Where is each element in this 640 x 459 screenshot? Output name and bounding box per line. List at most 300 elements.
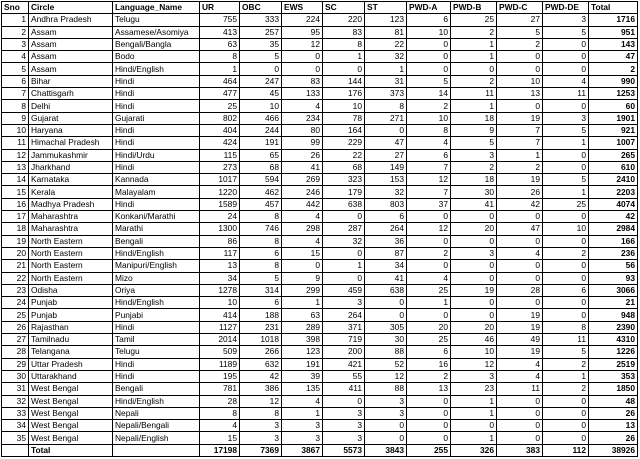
table-row (2, 124, 638, 136)
table-cell: 8 (240, 211, 282, 223)
table-cell: 8 (543, 321, 589, 333)
table-cell: 386 (240, 383, 282, 395)
table-cell: Bengali/Bangla (113, 38, 200, 50)
table-cell: 25 (2, 309, 29, 321)
table-cell: 3 (543, 112, 589, 124)
table-cell: 15 (282, 247, 323, 259)
table-cell: 234 (282, 112, 323, 124)
table-cell: 0 (543, 432, 589, 444)
table-cell: Marathi (113, 223, 200, 235)
table-cell: 6 (240, 247, 282, 259)
table-cell: Assam (29, 38, 113, 50)
table-cell: 41 (451, 198, 497, 210)
table-cell: 0 (497, 260, 543, 272)
table-cell: 0 (543, 395, 589, 407)
table-cell: 2014 (200, 334, 240, 346)
table-cell: 25 (543, 198, 589, 210)
table-cell: 459 (323, 284, 365, 296)
table-cell: 31 (365, 75, 407, 87)
table-cell: 68 (323, 161, 365, 173)
table-cell: 8 (2, 100, 29, 112)
table-cell: 3 (240, 420, 282, 432)
table-cell: 28 (497, 284, 543, 296)
table-row (2, 334, 638, 346)
table-cell: Oriya (113, 284, 200, 296)
table-cell: 594 (240, 174, 282, 186)
table-row (2, 38, 638, 50)
table-cell: 255 (407, 444, 451, 456)
table-cell: 383 (497, 444, 543, 456)
table-cell: 0 (451, 260, 497, 272)
table-cell: 27 (2, 334, 29, 346)
vacancy-table (1, 1, 638, 457)
table-cell: 314 (240, 284, 282, 296)
table-cell: 32 (323, 235, 365, 247)
table-cell: 7 (2, 88, 29, 100)
table-cell: 135 (282, 383, 323, 395)
table-cell: 38926 (589, 444, 638, 456)
table-cell: 17198 (200, 444, 240, 456)
table-cell: Assam (29, 63, 113, 75)
table-cell: 2203 (589, 186, 638, 198)
table-cell: 164 (323, 124, 365, 136)
table-cell: 638 (365, 284, 407, 296)
table-cell: 60 (589, 100, 638, 112)
table-cell: 0 (451, 420, 497, 432)
table-row (2, 211, 638, 223)
table-cell: Telugu (113, 346, 200, 358)
table-cell: North Eastern (29, 247, 113, 259)
table-cell: 4310 (589, 334, 638, 346)
table-cell: 1220 (200, 186, 240, 198)
table-cell: 373 (365, 88, 407, 100)
table-cell: 0 (451, 309, 497, 321)
table-cell: 144 (323, 75, 365, 87)
table-cell: Hindi (113, 137, 200, 149)
table-cell: 0 (407, 63, 451, 75)
table-cell: Nepali/English (113, 432, 200, 444)
table-cell: 413 (200, 26, 240, 38)
table-cell: 3 (323, 420, 365, 432)
table-cell: 13 (2, 161, 29, 173)
table-cell: 1 (282, 407, 323, 419)
table-cell: 88 (365, 383, 407, 395)
table-cell: 9 (2, 112, 29, 124)
table-cell: 63 (200, 38, 240, 50)
table-cell: 8 (323, 38, 365, 50)
table-cell: Hindi/Urdu (113, 149, 200, 161)
table-cell: 1253 (589, 88, 638, 100)
table-cell (2, 444, 29, 456)
table-cell: 462 (240, 186, 282, 198)
table-cell: 442 (282, 198, 323, 210)
table-cell: 4 (2, 51, 29, 63)
table-row (2, 420, 638, 432)
table-cell: 0 (543, 161, 589, 173)
table-cell: 0 (497, 420, 543, 432)
table-row (2, 407, 638, 419)
table-cell: 12 (365, 370, 407, 382)
table-cell: 32 (365, 186, 407, 198)
table-cell: 3 (323, 407, 365, 419)
table-cell: Hindi (113, 358, 200, 370)
table-cell: 990 (589, 75, 638, 87)
table-cell: Bengali (113, 383, 200, 395)
table-cell: Maharashtra (29, 223, 113, 235)
column-header: Language_Name (113, 2, 200, 14)
table-cell: 1901 (589, 112, 638, 124)
table-cell: 21 (589, 297, 638, 309)
table-cell: 5 (543, 174, 589, 186)
table-cell: Konkani/Marathi (113, 211, 200, 223)
column-header: UR (200, 2, 240, 14)
table-cell: 3 (451, 149, 497, 161)
table-cell: 12 (240, 395, 282, 407)
table-cell: 0 (407, 235, 451, 247)
table-cell: 7369 (240, 444, 282, 456)
table-cell: 0 (497, 272, 543, 284)
table-cell: 27 (497, 14, 543, 26)
table-cell: 32 (365, 51, 407, 63)
table-cell: 5 (451, 137, 497, 149)
column-header: PWD-A (407, 2, 451, 14)
table-cell: 6 (240, 297, 282, 309)
table-cell: West Bengal (29, 383, 113, 395)
table-cell: 0 (365, 309, 407, 321)
table-cell: 22 (323, 149, 365, 161)
table-cell: 3 (282, 432, 323, 444)
table-cell: 10 (407, 26, 451, 38)
table-cell: 1 (323, 260, 365, 272)
table-cell: 88 (365, 346, 407, 358)
table-cell: 457 (240, 198, 282, 210)
table-row (2, 26, 638, 38)
table-cell: 83 (282, 75, 323, 87)
table-cell: 22 (365, 38, 407, 50)
table-cell: 0 (407, 407, 451, 419)
table-cell: 0 (365, 432, 407, 444)
table-cell: 166 (589, 235, 638, 247)
table-cell: 1226 (589, 346, 638, 358)
table-cell: 7 (497, 124, 543, 136)
column-header: PWD-DE (543, 2, 589, 14)
table-cell: 78 (323, 112, 365, 124)
table-cell: 477 (200, 88, 240, 100)
table-row (2, 112, 638, 124)
table-cell: 0 (407, 211, 451, 223)
table-row (2, 198, 638, 210)
table-cell: 746 (240, 223, 282, 235)
table-cell: 26 (282, 149, 323, 161)
table-cell: 0 (497, 407, 543, 419)
table-cell: 229 (323, 137, 365, 149)
table-cell: 20 (2, 247, 29, 259)
table-cell: 42 (589, 211, 638, 223)
table-cell: 42 (240, 370, 282, 382)
table-cell: 2 (451, 75, 497, 87)
table-cell: 37 (407, 198, 451, 210)
table-cell: 1 (543, 137, 589, 149)
table-cell: 4074 (589, 198, 638, 210)
table-cell: 4 (282, 211, 323, 223)
table-cell: 25 (407, 334, 451, 346)
table-cell: 55 (323, 370, 365, 382)
table-cell: 0 (365, 297, 407, 309)
table-cell: 195 (200, 370, 240, 382)
table-cell: 371 (323, 321, 365, 333)
table-cell: 0 (282, 63, 323, 75)
table-cell: 1850 (589, 383, 638, 395)
table-row (2, 223, 638, 235)
table-cell: 404 (200, 124, 240, 136)
table-cell: 15 (2, 186, 29, 198)
table-cell: 781 (200, 383, 240, 395)
table-cell: 19 (451, 284, 497, 296)
table-cell: Hindi (113, 75, 200, 87)
table-cell: 1 (543, 186, 589, 198)
table-cell: Hindi/English (113, 395, 200, 407)
table-cell: Kannada (113, 174, 200, 186)
table-cell: 265 (589, 149, 638, 161)
table-cell: 0 (543, 235, 589, 247)
table-cell: Kerala (29, 186, 113, 198)
table-cell: 5 (240, 272, 282, 284)
table-cell: 4 (497, 370, 543, 382)
table-cell: 3867 (282, 444, 323, 456)
table-cell: 30 (451, 186, 497, 198)
table-cell: 9 (451, 124, 497, 136)
table-cell: 273 (200, 161, 240, 173)
table-cell: Jharkhand (29, 161, 113, 173)
table-cell: 0 (543, 51, 589, 63)
table-cell: 86 (200, 235, 240, 247)
table-cell: 153 (365, 174, 407, 186)
table-cell: 2984 (589, 223, 638, 235)
table-cell: 1 (451, 38, 497, 50)
table-cell: 2410 (589, 174, 638, 186)
table-cell: 948 (589, 309, 638, 321)
table-cell: 0 (365, 124, 407, 136)
table-cell: 802 (200, 112, 240, 124)
table-cell: 464 (200, 75, 240, 87)
column-header: ST (365, 2, 407, 14)
table-cell: Manipuri/English (113, 260, 200, 272)
table-cell: 1300 (200, 223, 240, 235)
table-cell: Hindi (113, 88, 200, 100)
table-cell: 191 (240, 137, 282, 149)
table-cell: 4 (282, 395, 323, 407)
table-cell: 5 (2, 63, 29, 75)
table-cell: 298 (282, 223, 323, 235)
table-cell: 133 (282, 88, 323, 100)
table-cell: 0 (451, 63, 497, 75)
table-cell: 1 (323, 51, 365, 63)
table-cell: 4 (282, 235, 323, 247)
column-header: Circle (29, 2, 113, 14)
table-row (2, 186, 638, 198)
table-cell: 0 (497, 297, 543, 309)
table-cell: 0 (543, 63, 589, 75)
table-cell: 2 (543, 383, 589, 395)
table-cell: 36 (365, 235, 407, 247)
table-cell: 719 (323, 334, 365, 346)
table-cell: 755 (200, 14, 240, 26)
table-cell: 1 (2, 14, 29, 26)
table-cell: 0 (323, 272, 365, 284)
table-cell: Gujarati (113, 112, 200, 124)
column-header: PWD-B (451, 2, 497, 14)
table-cell: 0 (282, 260, 323, 272)
table-cell: 2 (589, 63, 638, 75)
table-cell: 3 (323, 297, 365, 309)
table-row (2, 88, 638, 100)
table-cell: 39 (282, 370, 323, 382)
table-cell: 26 (589, 407, 638, 419)
table-cell: 1018 (240, 334, 282, 346)
table-cell: 7 (407, 161, 451, 173)
table-cell: North Eastern (29, 272, 113, 284)
table-cell: 632 (240, 358, 282, 370)
table-cell: 34 (200, 272, 240, 284)
table-cell: 10 (240, 100, 282, 112)
table-cell: 5 (240, 51, 282, 63)
table-cell: West Bengal (29, 407, 113, 419)
table-row (2, 383, 638, 395)
table-cell: 80 (282, 124, 323, 136)
table-row (2, 149, 638, 161)
table-cell: 1 (365, 63, 407, 75)
column-header: OBC (240, 2, 282, 14)
table-cell: 3 (451, 247, 497, 259)
table-row (2, 100, 638, 112)
table-cell: 25 (407, 284, 451, 296)
table-cell: 18 (2, 223, 29, 235)
table-row (2, 358, 638, 370)
table-cell: 610 (589, 161, 638, 173)
table-cell: 424 (200, 137, 240, 149)
table-cell: Himachal Pradesh (29, 137, 113, 149)
table-cell: 95 (282, 26, 323, 38)
table-cell: Punjabi (113, 309, 200, 321)
table-cell: 2 (2, 26, 29, 38)
table-cell: 257 (240, 26, 282, 38)
table-cell: 4 (407, 272, 451, 284)
table-row (2, 247, 638, 259)
table-cell: 6 (407, 14, 451, 26)
table-cell: Malayalam (113, 186, 200, 198)
table-cell: Jammukashmir (29, 149, 113, 161)
table-cell: 1 (282, 297, 323, 309)
table-row (2, 272, 638, 284)
table-cell: 0 (407, 432, 451, 444)
table-cell: 143 (589, 38, 638, 50)
table-cell: 28 (2, 346, 29, 358)
table-cell: 3066 (589, 284, 638, 296)
table-cell: 271 (365, 112, 407, 124)
table-cell: West Bengal (29, 420, 113, 432)
table-cell: 2 (407, 100, 451, 112)
table-cell: 7 (407, 186, 451, 198)
table-cell: 1716 (589, 14, 638, 26)
table-cell: 231 (240, 321, 282, 333)
table-cell: 26 (2, 321, 29, 333)
column-header: SC (323, 2, 365, 14)
table-cell: 13 (200, 260, 240, 272)
table-body (2, 14, 638, 457)
table-cell: 83 (323, 26, 365, 38)
table-cell: 19 (497, 309, 543, 321)
table-cell: 93 (589, 272, 638, 284)
table-cell: Hindi/English (113, 63, 200, 75)
table-cell: 31 (2, 383, 29, 395)
table-cell: 10 (407, 112, 451, 124)
table-cell: 188 (240, 309, 282, 321)
table-cell: 18 (451, 174, 497, 186)
table-cell: 0 (407, 38, 451, 50)
table-cell: Tamil (113, 334, 200, 346)
table-cell: 6 (407, 346, 451, 358)
table-cell: 3 (240, 432, 282, 444)
table-cell: 6 (543, 284, 589, 296)
table-cell: 16 (2, 198, 29, 210)
table-cell: 1 (497, 149, 543, 161)
table-cell: 23 (2, 284, 29, 296)
table-cell: 41 (282, 161, 323, 173)
table-cell: 3 (543, 14, 589, 26)
table-cell: 99 (282, 137, 323, 149)
table-cell: 0 (451, 211, 497, 223)
table-cell: 0 (497, 211, 543, 223)
table-cell: 11 (543, 88, 589, 100)
table-cell: 12 (407, 223, 451, 235)
table-cell: 13 (407, 383, 451, 395)
table-cell: 333 (240, 14, 282, 26)
table-cell: Karnataka (29, 174, 113, 186)
table-cell: 16 (407, 358, 451, 370)
table-cell: 8 (200, 407, 240, 419)
table-cell: Andhra Pradesh (29, 14, 113, 26)
table-cell: 1 (451, 395, 497, 407)
table-cell: Haryana (29, 124, 113, 136)
table-cell: Telugu (113, 14, 200, 26)
table-row (2, 297, 638, 309)
table-cell: 398 (282, 334, 323, 346)
table-cell: 12 (407, 174, 451, 186)
table-cell: Assam (29, 26, 113, 38)
table-cell: 326 (451, 444, 497, 456)
table-cell: 65 (240, 149, 282, 161)
table-cell: 0 (543, 260, 589, 272)
table-cell: 3 (451, 370, 497, 382)
table-cell: 52 (365, 358, 407, 370)
table-cell: 1 (451, 432, 497, 444)
table-cell: 0 (497, 395, 543, 407)
table-cell: Bodo (113, 51, 200, 63)
table-cell: Hindi (113, 100, 200, 112)
table-cell: 30 (365, 334, 407, 346)
table-cell: 123 (365, 14, 407, 26)
table-cell: 0 (407, 260, 451, 272)
table-cell: 19 (497, 346, 543, 358)
table-cell: 9 (282, 272, 323, 284)
table-cell: 0 (451, 297, 497, 309)
table-cell: 45 (240, 88, 282, 100)
table-cell: 421 (323, 358, 365, 370)
table-cell: 23 (451, 383, 497, 395)
table-cell: Tamilnadu (29, 334, 113, 346)
table-cell: 0 (407, 395, 451, 407)
table-cell: 3 (282, 420, 323, 432)
